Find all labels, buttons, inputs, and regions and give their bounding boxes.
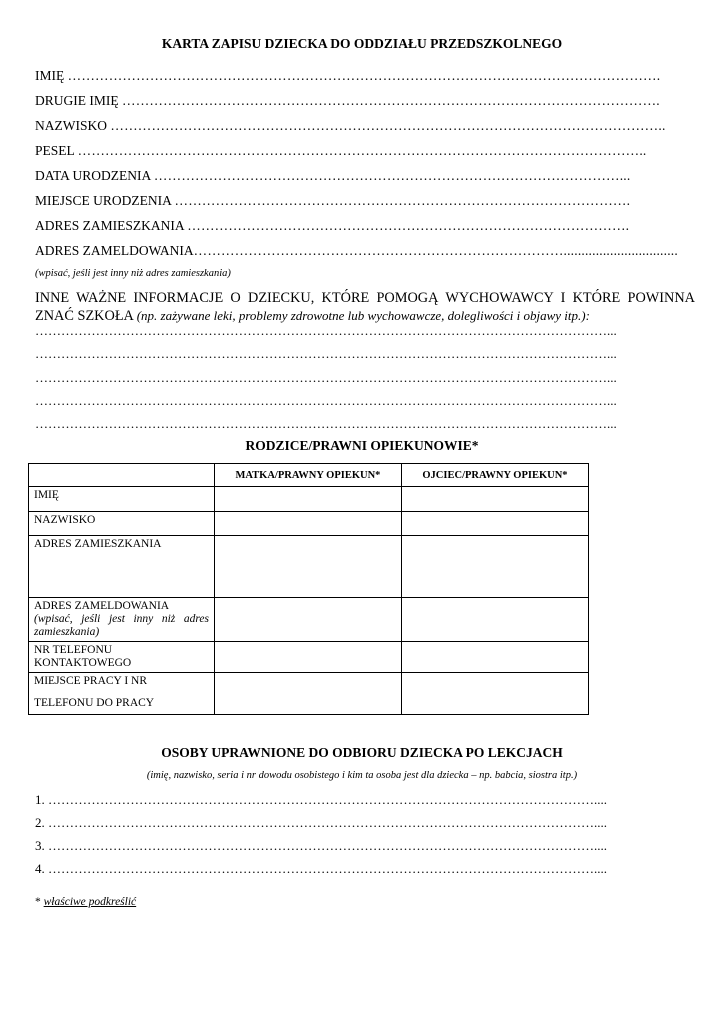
- header-father: OJCIEC/PRAWNY OPIEKUN*: [401, 464, 588, 487]
- info-line-4[interactable]: ……………………………………………………………………………………………………………………...: [35, 393, 617, 408]
- field-birth-place[interactable]: MIEJSCE URODZENIA ……………………………………………………………………………………….: [35, 193, 631, 208]
- table-row: [29, 512, 589, 536]
- row-label-home-address: ADRES ZAMIESZKANIA: [29, 536, 215, 598]
- parents-heading: RODZICE/PRAWNI OPIEKUNOWIE*: [245, 438, 479, 453]
- table-row: [29, 642, 589, 673]
- field-birth-date[interactable]: DATA URODZENIA …………………………………………………………………………………………...: [35, 168, 631, 183]
- phone-label-line-1: NR TELEFONU: [34, 644, 113, 656]
- pickup-line-3[interactable]: 3. ………………………………………………………………………………………………………………....: [35, 838, 607, 853]
- mother-surname-cell[interactable]: [214, 512, 401, 536]
- field-second-name[interactable]: DRUGIE IMIĘ ……………………………………………………………………………………………………….: [35, 93, 660, 108]
- row-label-phone: [29, 642, 215, 673]
- form-title: KARTA ZAPISU DZIECKA DO ODDZIAŁU PRZEDSZKOLNEGO: [161, 36, 563, 51]
- footnote-star: *: [35, 896, 41, 908]
- field-home-address[interactable]: ADRES ZAMIESZKANIA …………………………………………………………………………………….: [35, 218, 630, 233]
- father-registered-cell[interactable]: [401, 598, 588, 642]
- table-row: [29, 536, 589, 598]
- pickup-line-2[interactable]: 2. ………………………………………………………………………………………………………………....: [35, 815, 607, 830]
- phone-label-line-2: KONTAKTOWEGO: [34, 657, 132, 669]
- row-label-registered-address: [29, 598, 215, 642]
- footnote-text: właściwe podkreślić: [43, 896, 137, 908]
- row-label-workplace: [29, 673, 215, 715]
- info-line-2[interactable]: ……………………………………………………………………………………………………………………...: [35, 346, 617, 361]
- father-surname-cell[interactable]: [401, 512, 588, 536]
- pickup-line-1[interactable]: 1. ………………………………………………………………………………………………………………....: [35, 792, 607, 807]
- mother-registered-cell[interactable]: [214, 598, 401, 642]
- row-label-surname: NAZWISKO: [29, 512, 215, 536]
- workplace-label-line-2: TELEFONU DO PRACY: [34, 697, 155, 709]
- father-workplace-cell[interactable]: [401, 673, 588, 715]
- row-label-first-name: IMIĘ: [29, 487, 215, 512]
- field-first-name[interactable]: IMIĘ ………………………………………………………………………………………………………………….: [35, 68, 661, 83]
- field-pesel[interactable]: PESEL ……………………………………………………………………………………………………………..: [35, 143, 647, 158]
- child-info-section: [35, 289, 695, 325]
- footnote: [35, 896, 136, 908]
- father-phone-cell[interactable]: [401, 642, 588, 673]
- table-row: [29, 598, 589, 642]
- child-info-label: INNE WAŻNE INFORMACJE O DZIECKU, KTÓRE POMOGĄ WYCHOWAWCY I KTÓRE POWINNA ZNAĆ SZKOŁA: [35, 290, 695, 324]
- registered-address-label: ADRES ZAMELDOWANIA: [34, 600, 170, 612]
- mother-address-cell[interactable]: [214, 536, 401, 598]
- field-registered-address[interactable]: ADRES ZAMELDOWANIA………………………………………………………………………................................: [35, 243, 678, 258]
- mother-workplace-cell[interactable]: [214, 673, 401, 715]
- pickup-note: (imię, nazwisko, seria i nr dowodu osobistego i kim ta osoba jest dla dziecka – np. babcia, siostra itp.): [146, 770, 578, 781]
- header-mother: MATKA/PRAWNY OPIEKUN*: [214, 464, 401, 487]
- parents-table: [28, 463, 589, 715]
- registered-address-cell-note: (wpisać, jeśli jest inny niż adres zamieszkania): [34, 613, 209, 638]
- pickup-line-4[interactable]: 4. ………………………………………………………………………………………………………………....: [35, 861, 607, 876]
- registered-address-note: (wpisać, jeśli jest inny niż adres zamieszkania): [35, 268, 231, 279]
- mother-phone-cell[interactable]: [214, 642, 401, 673]
- header-empty-cell: [29, 464, 215, 487]
- pickup-heading: OSOBY UPRAWNIONE DO ODBIORU DZIECKA PO LEKCJACH: [161, 745, 563, 760]
- field-surname[interactable]: NAZWISKO …………………………………………………………………………………………………………..: [35, 118, 666, 133]
- table-row: [29, 487, 589, 512]
- info-line-3[interactable]: ……………………………………………………………………………………………………………………...: [35, 370, 617, 385]
- child-info-hint: (np. zażywane leki, problemy zdrowotne lub wychowawcze, dolegliwości i objawy itp.):: [136, 308, 590, 323]
- mother-first-name-cell[interactable]: [214, 487, 401, 512]
- info-line-5[interactable]: ……………………………………………………………………………………………………………………...: [35, 416, 617, 431]
- father-first-name-cell[interactable]: [401, 487, 588, 512]
- table-header-row: [29, 464, 589, 487]
- table-row: [29, 673, 589, 715]
- workplace-label-line-1: MIEJSCE PRACY I NR: [34, 675, 147, 687]
- father-address-cell[interactable]: [401, 536, 588, 598]
- info-line-1[interactable]: ……………………………………………………………………………………………………………………...: [35, 323, 617, 338]
